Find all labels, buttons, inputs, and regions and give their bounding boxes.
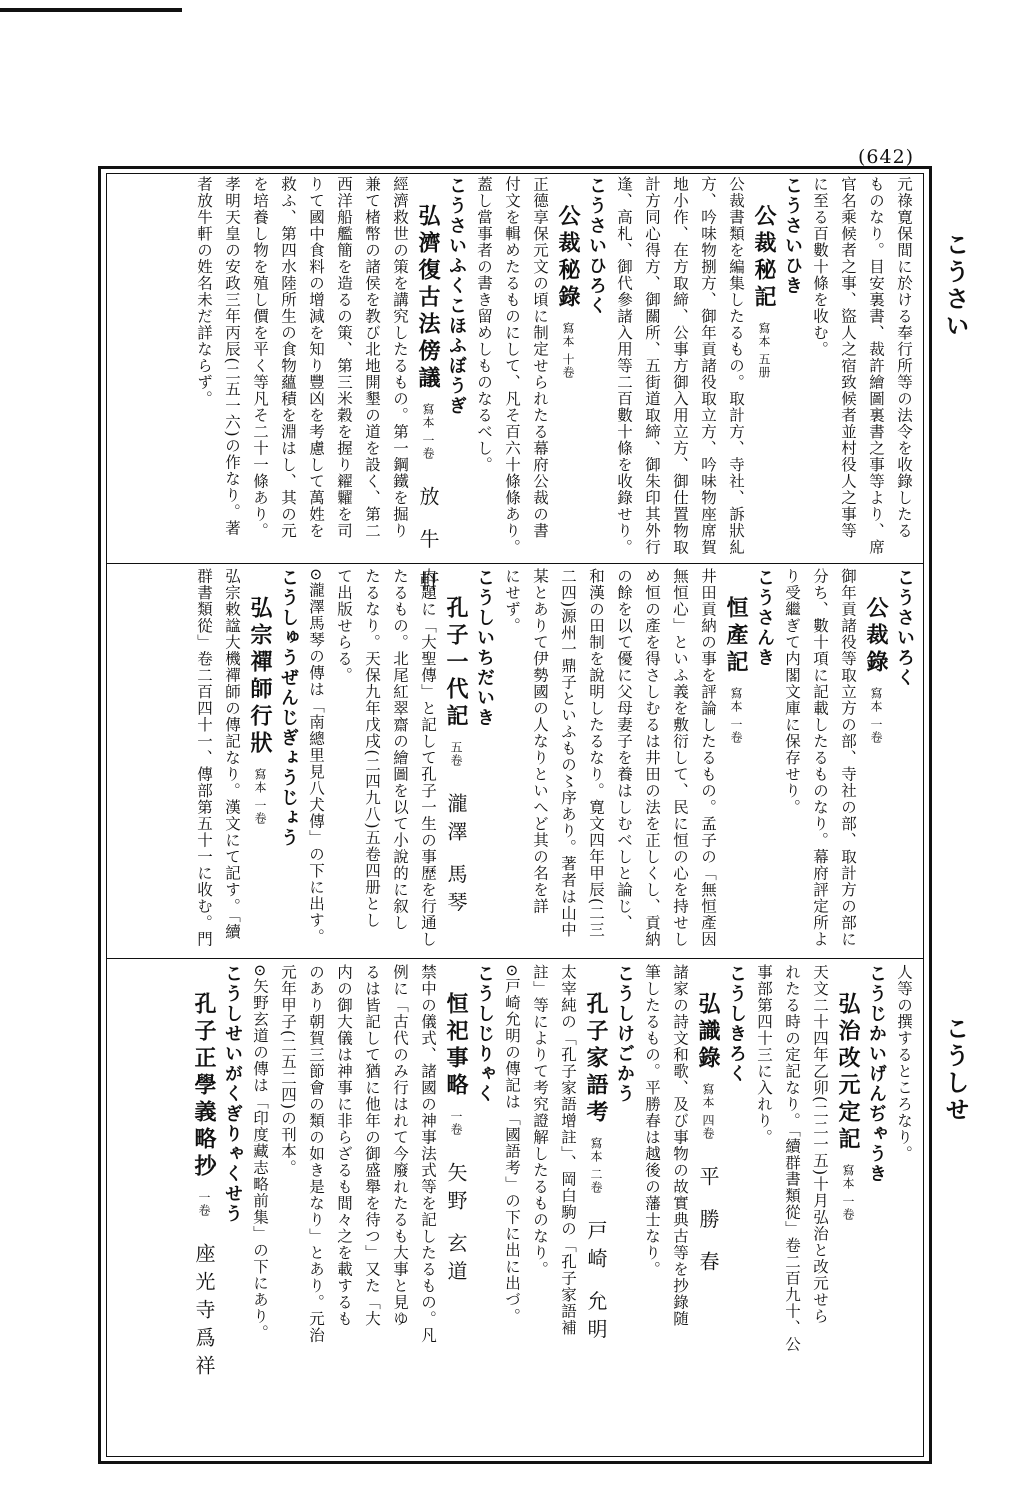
- entry-text-line: 群書類從」卷二百四十一、傳部第五十一に收む。門: [195, 568, 213, 948]
- entry-title-line: [246, 568, 274, 958]
- index-heading-bottom: こうしせ: [941, 1016, 969, 1124]
- entry-author: 矢野 玄道: [444, 1162, 468, 1289]
- entry-text-line: 地小作、在方取締、公事方御入用立方、御仕置物取: [671, 176, 689, 556]
- entry-text-line: 内題に「大聖傳」と記して孔子一生の事歷を行通し: [419, 568, 437, 948]
- entry-format: 寫本 一卷: [421, 403, 435, 460]
- entry-text-line: て出版せらる。: [335, 568, 353, 684]
- entry-text-line: 官名乘候者之事、盜人之宿致候者並村役人之事等: [839, 176, 857, 539]
- entry-text-line: 孝明天皇の安政三年丙辰(二五一六)の作なり。著: [223, 176, 241, 537]
- entry-text-line: 無恒心」といふ義を敷衍して、民に恒の心を持せし: [671, 568, 689, 948]
- entry-title-line: [582, 964, 610, 1394]
- entry-format: 寫本 一卷: [253, 768, 267, 825]
- entry-title: 弘濟復古法傍議: [415, 204, 441, 393]
- entry-text-line: 元祿寛保間に於ける奉行所等の法令を收錄したる: [895, 176, 913, 539]
- entry-text-line: 二四)源州一鼎子といふもの〻序あり。著者は山中: [559, 568, 577, 939]
- entry-text-line: に至る百數十條を收む。: [811, 176, 829, 358]
- entry-text-line: 天文二十四年乙卯(二二一五)十月弘治と改元せら: [811, 964, 829, 1325]
- entry-author: 瀧澤 馬琴: [444, 793, 468, 920]
- entry-text-line: 諸家の詩文和歌、及び事物の故實典古等を抄錄随: [671, 964, 689, 1327]
- entry-text-line: 分ち、數十項に記載したるものなり。幕府評定所よ: [811, 568, 829, 948]
- entry-title-line: [442, 964, 470, 1394]
- entry-text-line: 西洋船艦簡を造るの策、第三米穀を握り糴糶を司: [335, 176, 353, 539]
- entry-title-line: [834, 964, 862, 1394]
- entry-reading: こうさいふくこほふぼうぎ: [446, 176, 467, 416]
- entry-format: 一卷: [449, 1110, 463, 1136]
- entry-text-line: ⊙矢野玄道の傳は「印度藏志略前集」の下にあり。: [251, 964, 269, 1341]
- entries-section-bottom: [110, 964, 918, 1394]
- entry-text-line: のあり朝賀三節會の類の如き是なり」とあり。元治: [307, 964, 325, 1344]
- entry-author: 平 勝 春: [696, 1165, 720, 1279]
- entry-reading: こうさいひき: [782, 176, 803, 296]
- entry-text-line: を培養し物を殖し價を平く等凡そ二十一條あり。: [251, 176, 269, 539]
- entry-reading: こうしけごかう: [614, 964, 635, 1104]
- entry-text-line: にせず。: [503, 568, 521, 634]
- entry-format: 寫本 二卷: [589, 1137, 603, 1194]
- entry-title-line: [722, 568, 750, 958]
- entry-text-line: め恒の產を得さしむるは井田の法を正しくし、貢納: [643, 568, 661, 948]
- entry-title: 公裁錄: [863, 596, 889, 677]
- entry-text-line: 註」等によりて考究證解したるものなり。: [531, 964, 549, 1278]
- section-divider-bottom: [106, 958, 924, 959]
- entry-text-line: 救ふ、第四水陸所生の食物蘊積を淵はし、其の元: [279, 176, 297, 539]
- entry-text-line: 事部第四十三に入れり。: [755, 964, 773, 1146]
- entry-text-line: 公裁書類を編集したるもの。取計方、寺社、訴狀糺: [727, 176, 745, 556]
- entry-reading: こうさいひろく: [586, 176, 607, 316]
- entry-text-line: 逢、高札、御代參諸入用等二百數十條を收錄せり。: [615, 176, 633, 556]
- entry-text-line: 某とありて伊勢國の人なりといへど其の名を詳: [531, 568, 549, 915]
- entry-author: 放 牛 軒: [416, 485, 440, 599]
- entry-reading: こうさんき: [754, 568, 775, 668]
- entry-text-line: 太宰純の「孔子家語增註」、岡白駒の「孔子家語補: [559, 964, 577, 1336]
- entry-format: 一卷: [197, 1191, 211, 1217]
- entry-title-line: [442, 568, 470, 958]
- entry-text-line: 和漢の田制を說明したるなり。寛文四年甲辰(二三: [587, 568, 605, 939]
- entry-text-line: 經濟救世の策を講究したるもの。第一鋼鐵を掘り: [391, 176, 409, 539]
- entry-title: 孔子正學義略抄: [191, 992, 217, 1181]
- entry-text-line: ⊙戸崎允明の傳記は「國語考」の下に出に出づ。: [503, 964, 521, 1325]
- entry-title: 恒祀事略: [443, 992, 469, 1100]
- entry-text-line: 井田貢納の事を評論したるもの。孟子の「無恒產因: [699, 568, 717, 948]
- entry-text-line: 御年貢諸役等取立方の部、寺社の部、取計方の部に: [839, 568, 857, 948]
- entry-text-line: 兼て楮幣の諸侯を教び北地開墾の道を設く、第二: [363, 176, 381, 539]
- entry-reading: こうしいちだいき: [474, 568, 495, 728]
- entry-text-line: の餘を以て優に父母妻子を養はしむべしと論じ、: [615, 568, 633, 931]
- page-number: (642): [858, 146, 915, 168]
- entry-text-line: ものなり。目安裏書、裁許繪圖裏書之事等より、席: [867, 176, 885, 556]
- entry-title-line: [862, 568, 890, 958]
- entry-author: 座光寺爲祥: [192, 1243, 216, 1383]
- entry-title-line: [414, 176, 442, 599]
- entry-title: 弘識錄: [695, 992, 721, 1073]
- entry-text-line: たるなり。天保九年戊戌(二四九八)五卷四册とし: [363, 568, 381, 929]
- entry-text-line: 内の御大儀は神事に非らざるも間々之を載するも: [335, 964, 353, 1327]
- entry-format: 五卷: [449, 741, 463, 767]
- entry-title: 弘治改元定記: [835, 992, 861, 1154]
- entry-text-line: ⊙瀧澤馬琴の傳は「南總里見八犬傳」の下に出す。: [307, 568, 325, 945]
- entry-title: 孔子一代記: [443, 596, 469, 731]
- entry-text-line: 方、吟味物捌方、御年貢諸役取立方、吟味物座席賀: [699, 176, 717, 556]
- entry-format: 寫本 十卷: [561, 322, 575, 379]
- entries-section-middle: [110, 568, 918, 958]
- entry-title: 公裁秘記: [751, 204, 777, 312]
- entry-title: 恒產記: [723, 596, 749, 677]
- entry-text-line: 元年甲子(二五二四)の刊本。: [279, 964, 297, 1177]
- entries-section-top: [110, 176, 918, 599]
- entry-text-line: たるもの。北尾紅翠齋の繪圖を以て小說的に叙し: [391, 568, 409, 931]
- entry-text-line: 人等の撰するところなり。: [895, 964, 913, 1162]
- entry-title: 公裁秘錄: [555, 204, 581, 312]
- entry-text-line: 付文を輯めたるものにして、凡そ百六十條條あり。: [503, 176, 521, 556]
- entry-reading: こうさいろく: [894, 568, 915, 688]
- entry-text-line: り受繼ぎて内閣文庫に保存せり。: [783, 568, 801, 816]
- entry-text-line: 例に「古代のみ行はれて今廢れたるも大事と見ゆ: [391, 964, 409, 1327]
- entry-title: 弘宗禪師行狀: [247, 596, 273, 758]
- entry-reading: こうしじりゃく: [474, 964, 495, 1104]
- entry-text-line: 計方同心得方、御關所、五街道取締、御朱印其外行: [643, 176, 661, 556]
- entry-title-line: [190, 964, 218, 1394]
- entry-title-line: [554, 176, 582, 566]
- entry-format: 寫本 一卷: [729, 687, 743, 744]
- entry-author: 戸崎 允明: [584, 1219, 608, 1347]
- entry-format: 寫本 四卷: [701, 1083, 715, 1140]
- entry-text-line: るは皆記して猶に他年の御盛舉を待つ」又た「大: [363, 964, 381, 1327]
- entry-reading: こうしせいがくぎりゃくせう: [222, 964, 243, 1224]
- entry-reading: こうしきろく: [726, 964, 747, 1084]
- entry-text-line: 筆したるもの。平勝春は越後の藩士なり。: [643, 964, 661, 1278]
- entry-reading: こうしゅうぜんじぎょうじょう: [278, 568, 299, 848]
- index-heading-top: こうさい: [941, 232, 969, 340]
- entry-text-line: れたる時の定記なり。「續群書類從」卷二百九十、公: [783, 964, 801, 1353]
- entry-text-line: 弘宗敕諡大機禪師の傳記なり。漢文にて記す。「續: [223, 568, 241, 940]
- entry-title: 孔子家語考: [583, 992, 609, 1127]
- top-left-rule: [0, 8, 182, 12]
- entry-text-line: 禁中の儀式、諸國の神事法式等を記したるもの。凡: [419, 964, 437, 1344]
- entry-format: 寫本 一卷: [869, 687, 883, 744]
- entry-text-line: 正德享保元文の頃に制定せられたる幕府公裁の書: [531, 176, 549, 539]
- entry-reading: こうじかいげんぢゃうき: [866, 964, 887, 1184]
- entry-title-line: [750, 176, 778, 566]
- entry-title-line: [694, 964, 722, 1394]
- entry-format: 寫本 一卷: [841, 1164, 855, 1221]
- entry-text-line: 蓋し當事者の書き留めしものなるべし。: [475, 176, 493, 473]
- entry-text-line: 者放牛軒の姓名未だ詳ならず。: [195, 176, 213, 407]
- entry-format: 寫本 五册: [757, 322, 771, 379]
- entry-text-line: りて國中食料の增減を知り豐凶を考慮して萬姓を: [307, 176, 325, 539]
